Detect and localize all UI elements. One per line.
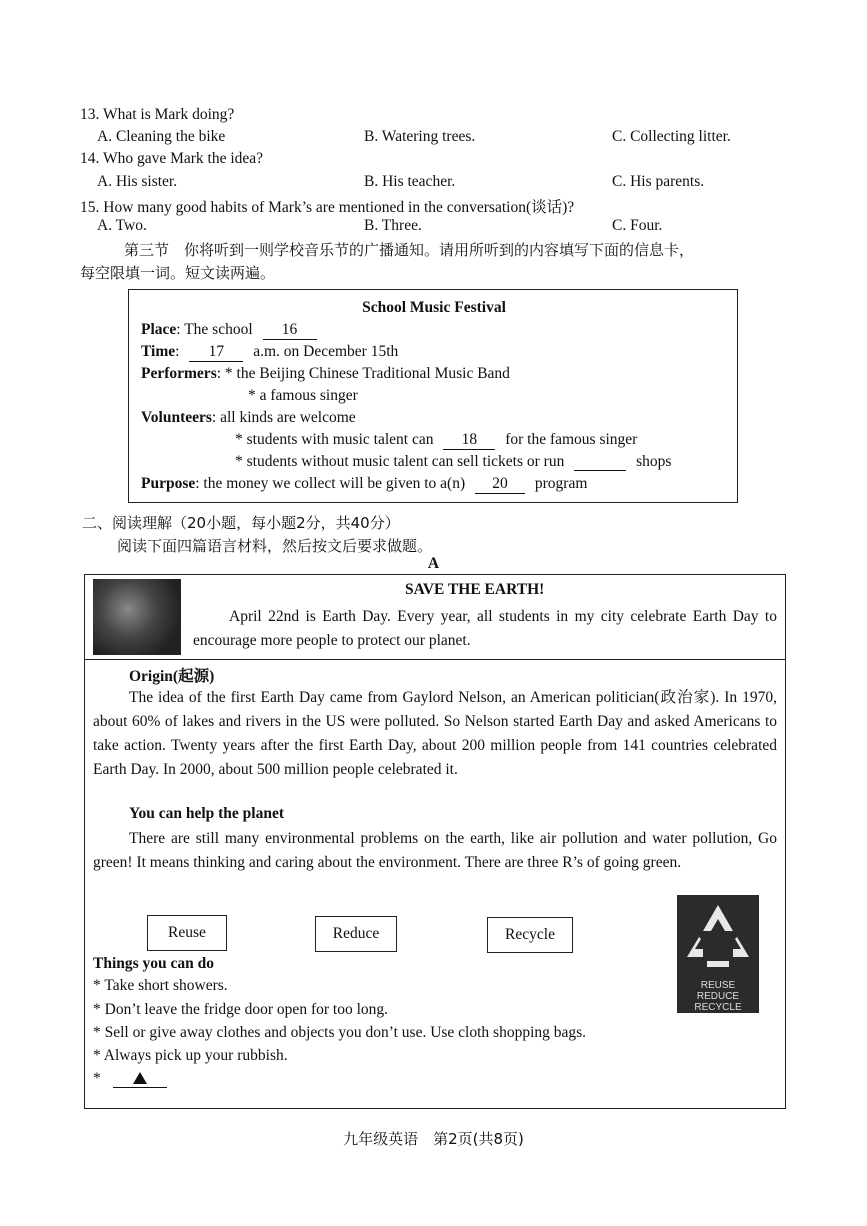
blank-19 [574,456,626,471]
question-13-stem: 13. What is Mark doing? [80,106,235,123]
recycle-line-1: REUSE [700,980,736,991]
q14-option-c: C. His parents. [612,173,705,190]
q14-option-a: A. His sister. [97,173,178,190]
help-heading: You can help the planet [129,805,285,822]
things-item-2: * Don’t leave the fridge door open for too long. [93,1001,388,1018]
q15-option-b: B. Three. [364,217,422,234]
passage-title: SAVE THE EARTH! [405,581,545,598]
time-row: Time: 17 a.m. on December 15th [141,343,399,360]
blank-20: 20 [475,475,525,494]
section3-instruction-line2: 每空限填一词。短文读两遍。 [80,264,276,282]
intro-paragraph: April 22nd is Earth Day. Every year, all students in my city celebrate Earth Day to encourage more people to protect our planet. [193,608,777,649]
place-row [141,321,317,340]
performers-row [141,365,510,383]
purpose-row [141,475,587,494]
card-title: School Music Festival [362,299,506,316]
divider-line [85,659,785,660]
place-label: Place [141,321,177,338]
recycle-line-2: REDUCE [696,991,740,1002]
blank-21 [113,1071,167,1088]
volunteer-line-2 [235,453,671,471]
section3-instruction-line1: 第三节 你将听到一则学校音乐节的广播通知。请用所听到的内容填写下面的信息卡， [124,241,695,259]
blank-18: 18 [443,431,495,450]
question-15-stem: 15. How many good habits of Mark’s are mentioned in the conversation(谈话)? [80,199,575,216]
time-label: Time [141,343,176,360]
time-text: a.m. on December 15th [253,343,399,360]
triangle-icon [132,1071,148,1085]
vol1-text-b: for the famous singer [505,431,638,448]
things-heading: Things you can do [93,955,215,972]
q13-option-b: B. Watering trees. [364,128,476,145]
recycle-sign-icon [677,895,759,1013]
origin-heading: Origin(起源) [129,668,215,685]
reading-instruction: 阅读下面四篇语言材料，然后按文后要求做题。 [117,537,433,555]
q14-option-b: B. His teacher. [364,173,456,190]
passage-letter: A [427,555,440,572]
things-item-5 [93,1070,167,1088]
q15-option-c: C. Four. [612,217,663,234]
recycle-line-3: RECYCLE [694,1002,742,1013]
page-footer: 九年级英语 第2页(共8页) [343,1130,524,1148]
volunteers-row [141,409,356,427]
blank-17: 17 [189,343,243,362]
question-14-stem: 14. Who gave Mark the idea? [80,150,264,167]
purpose-label: Purpose [141,475,196,492]
purpose-text-b: program [534,475,588,492]
performer-1: : * the Beijing Chinese Traditional Music Band [216,365,510,382]
vol2-text-a: * students without music talent can sell tickets or run [235,453,565,470]
passage-a-box [84,574,786,1109]
help-paragraph: There are still many environmental problems on the earth, like air pollution and water pollution, Go green! It means thinking and caring about the environment. There are three R’s of going green. [93,830,777,871]
last-bullet: * [93,1070,101,1087]
volunteers-text: : all kinds are welcome [211,409,356,426]
purpose-text-a: : the money we collect will be given to a(n) [195,475,466,492]
volunteers-label: Volunteers [141,409,212,426]
things-item-1: * Take short showers. [93,977,228,994]
blank-16: 16 [263,321,317,340]
q13-option-c: C. Collecting litter. [612,128,731,145]
earth-day-photo [93,579,181,655]
music-festival-card [128,289,738,503]
reduce-box: Reduce [315,916,397,952]
q15-option-a: A. Two. [97,217,147,234]
performers-label: Performers [141,365,217,382]
origin-paragraph: The idea of the first Earth Day came from Gaylord Nelson, an American politician(政治家). In 1970, about 60% of lakes and rivers in the US were polluted. So Nelson started Earth Day and asked Americans to take action. Twenty years after the first Earth Day, about 200 million people from 141 countries celebrated Earth Day. In 2000, about 500 million people celebrated it. [93,689,777,778]
things-item-3: * Sell or give away clothes and objects you don’t use. Use cloth shopping bags. [93,1024,587,1041]
vol1-text-a: * students with music talent can [235,431,434,448]
reuse-box: Reuse [147,915,227,951]
q13-option-a: A. Cleaning the bike [97,128,226,145]
things-item-4: * Always pick up your rubbish. [93,1047,288,1064]
vol2-text-b: shops [636,453,672,470]
reading-heading: 二、阅读理解（20小题，每小题2分，共40分） [82,514,400,532]
performer-2: * a famous singer [248,387,358,404]
recycle-box: Recycle [487,917,573,953]
recycle-arrows-icon [677,895,759,975]
place-text: : The school [176,321,253,338]
volunteer-line-1 [235,431,637,450]
